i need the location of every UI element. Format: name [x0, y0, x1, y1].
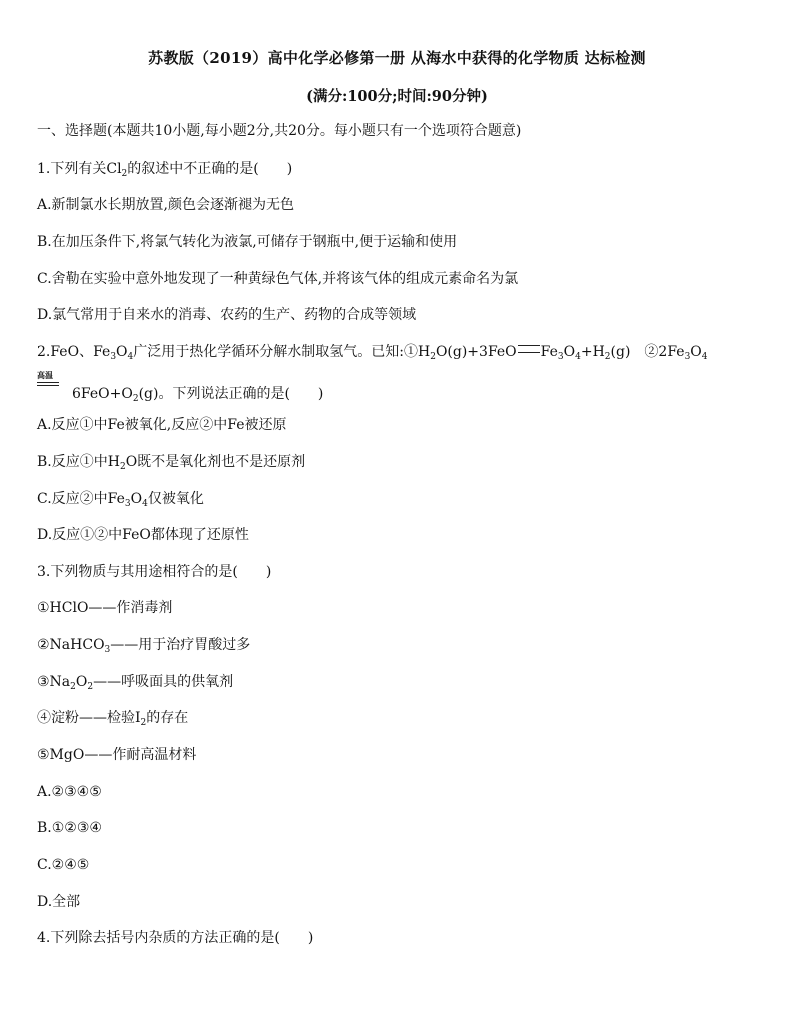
reaction-arrow-bottom	[37, 385, 59, 386]
question-3-item-4: ④淀粉——检验$I_2$的存在	[37, 710, 189, 728]
question-2-stem: 2.FeO、$Fe_3O_4$广泛用于热化学循环分解水制取氢气。已知$:①H_2O(g)+3FeO$ $Fe_3O_4+H_2(g)$ $②2Fe_3O_4$	[37, 344, 708, 362]
equals-sign	[518, 345, 540, 353]
question-3-stem: 3.下列物质与其用途相符合的是( )	[37, 564, 272, 580]
question-4-stem: 4.下列除去括号内杂质的方法正确的是( )	[37, 930, 314, 946]
question-3-option-c: C.②④⑤	[37, 857, 90, 873]
reaction-arrow-top	[37, 382, 59, 383]
question-3-option-a: A.②③④⑤	[37, 784, 102, 800]
question-2-option-c: C.反应②中$Fe_3O_4$仅被氧化	[37, 491, 204, 509]
question-2-option-b: B.反应①中$H_2O$既不是氧化剂也不是还原剂	[37, 454, 306, 472]
page-title: 苏教版（2019）高中化学必修第一册 从海水中获得的化学物质 达标检测	[148, 49, 646, 67]
question-1-option-a: A.新制氯水长期放置,颜色会逐渐褪为无色	[37, 197, 295, 213]
question-1-option-b: B.在加压条件下,将氯气转化为液氯,可储存于钢瓶中,便于运输和使用	[37, 234, 458, 250]
question-1-option-c: C.舍勒在实验中意外地发现了一种黄绿色气体,并将该气体的组成元素命名为氯	[37, 271, 519, 287]
question-3-item-1: ①HClO——作消毒剂	[37, 600, 173, 616]
question-3-item-3: $③Na_2O_2——$呼吸面具的供氧剂	[37, 674, 234, 692]
question-3-option-b: B.①②③④	[37, 820, 102, 836]
section-heading: 一、选择题(本题共10小题,每小题2分,共20分。每小题只有一个选项符合题意)	[37, 123, 522, 139]
question-2-option-d: D.反应①②中FeO都体现了还原性	[37, 527, 249, 543]
question-3-item-2: ②NaHCO$_3$——用于治疗胃酸过多	[37, 637, 251, 655]
question-3-option-d: D.全部	[37, 894, 81, 910]
question-1-stem: 1.下列有关$Cl_2$的叙述中不正确的是( )	[37, 161, 293, 179]
question-2-option-a: A.反应①中Fe被氧化,反应②中Fe被还原	[37, 417, 287, 433]
question-1-option-d: D.氯气常用于自来水的消毒、农药的生产、药物的合成等领域	[37, 307, 417, 323]
page-subtitle: (满分:100分;时间:90分钟)	[306, 88, 488, 105]
question-2-stem-line2: $6FeO+O_2(g)$。下列说法正确的是( )	[72, 386, 324, 404]
question-3-item-5: ⑤MgO——作耐高温材料	[37, 747, 197, 763]
reaction-condition: 高温	[37, 370, 53, 380]
